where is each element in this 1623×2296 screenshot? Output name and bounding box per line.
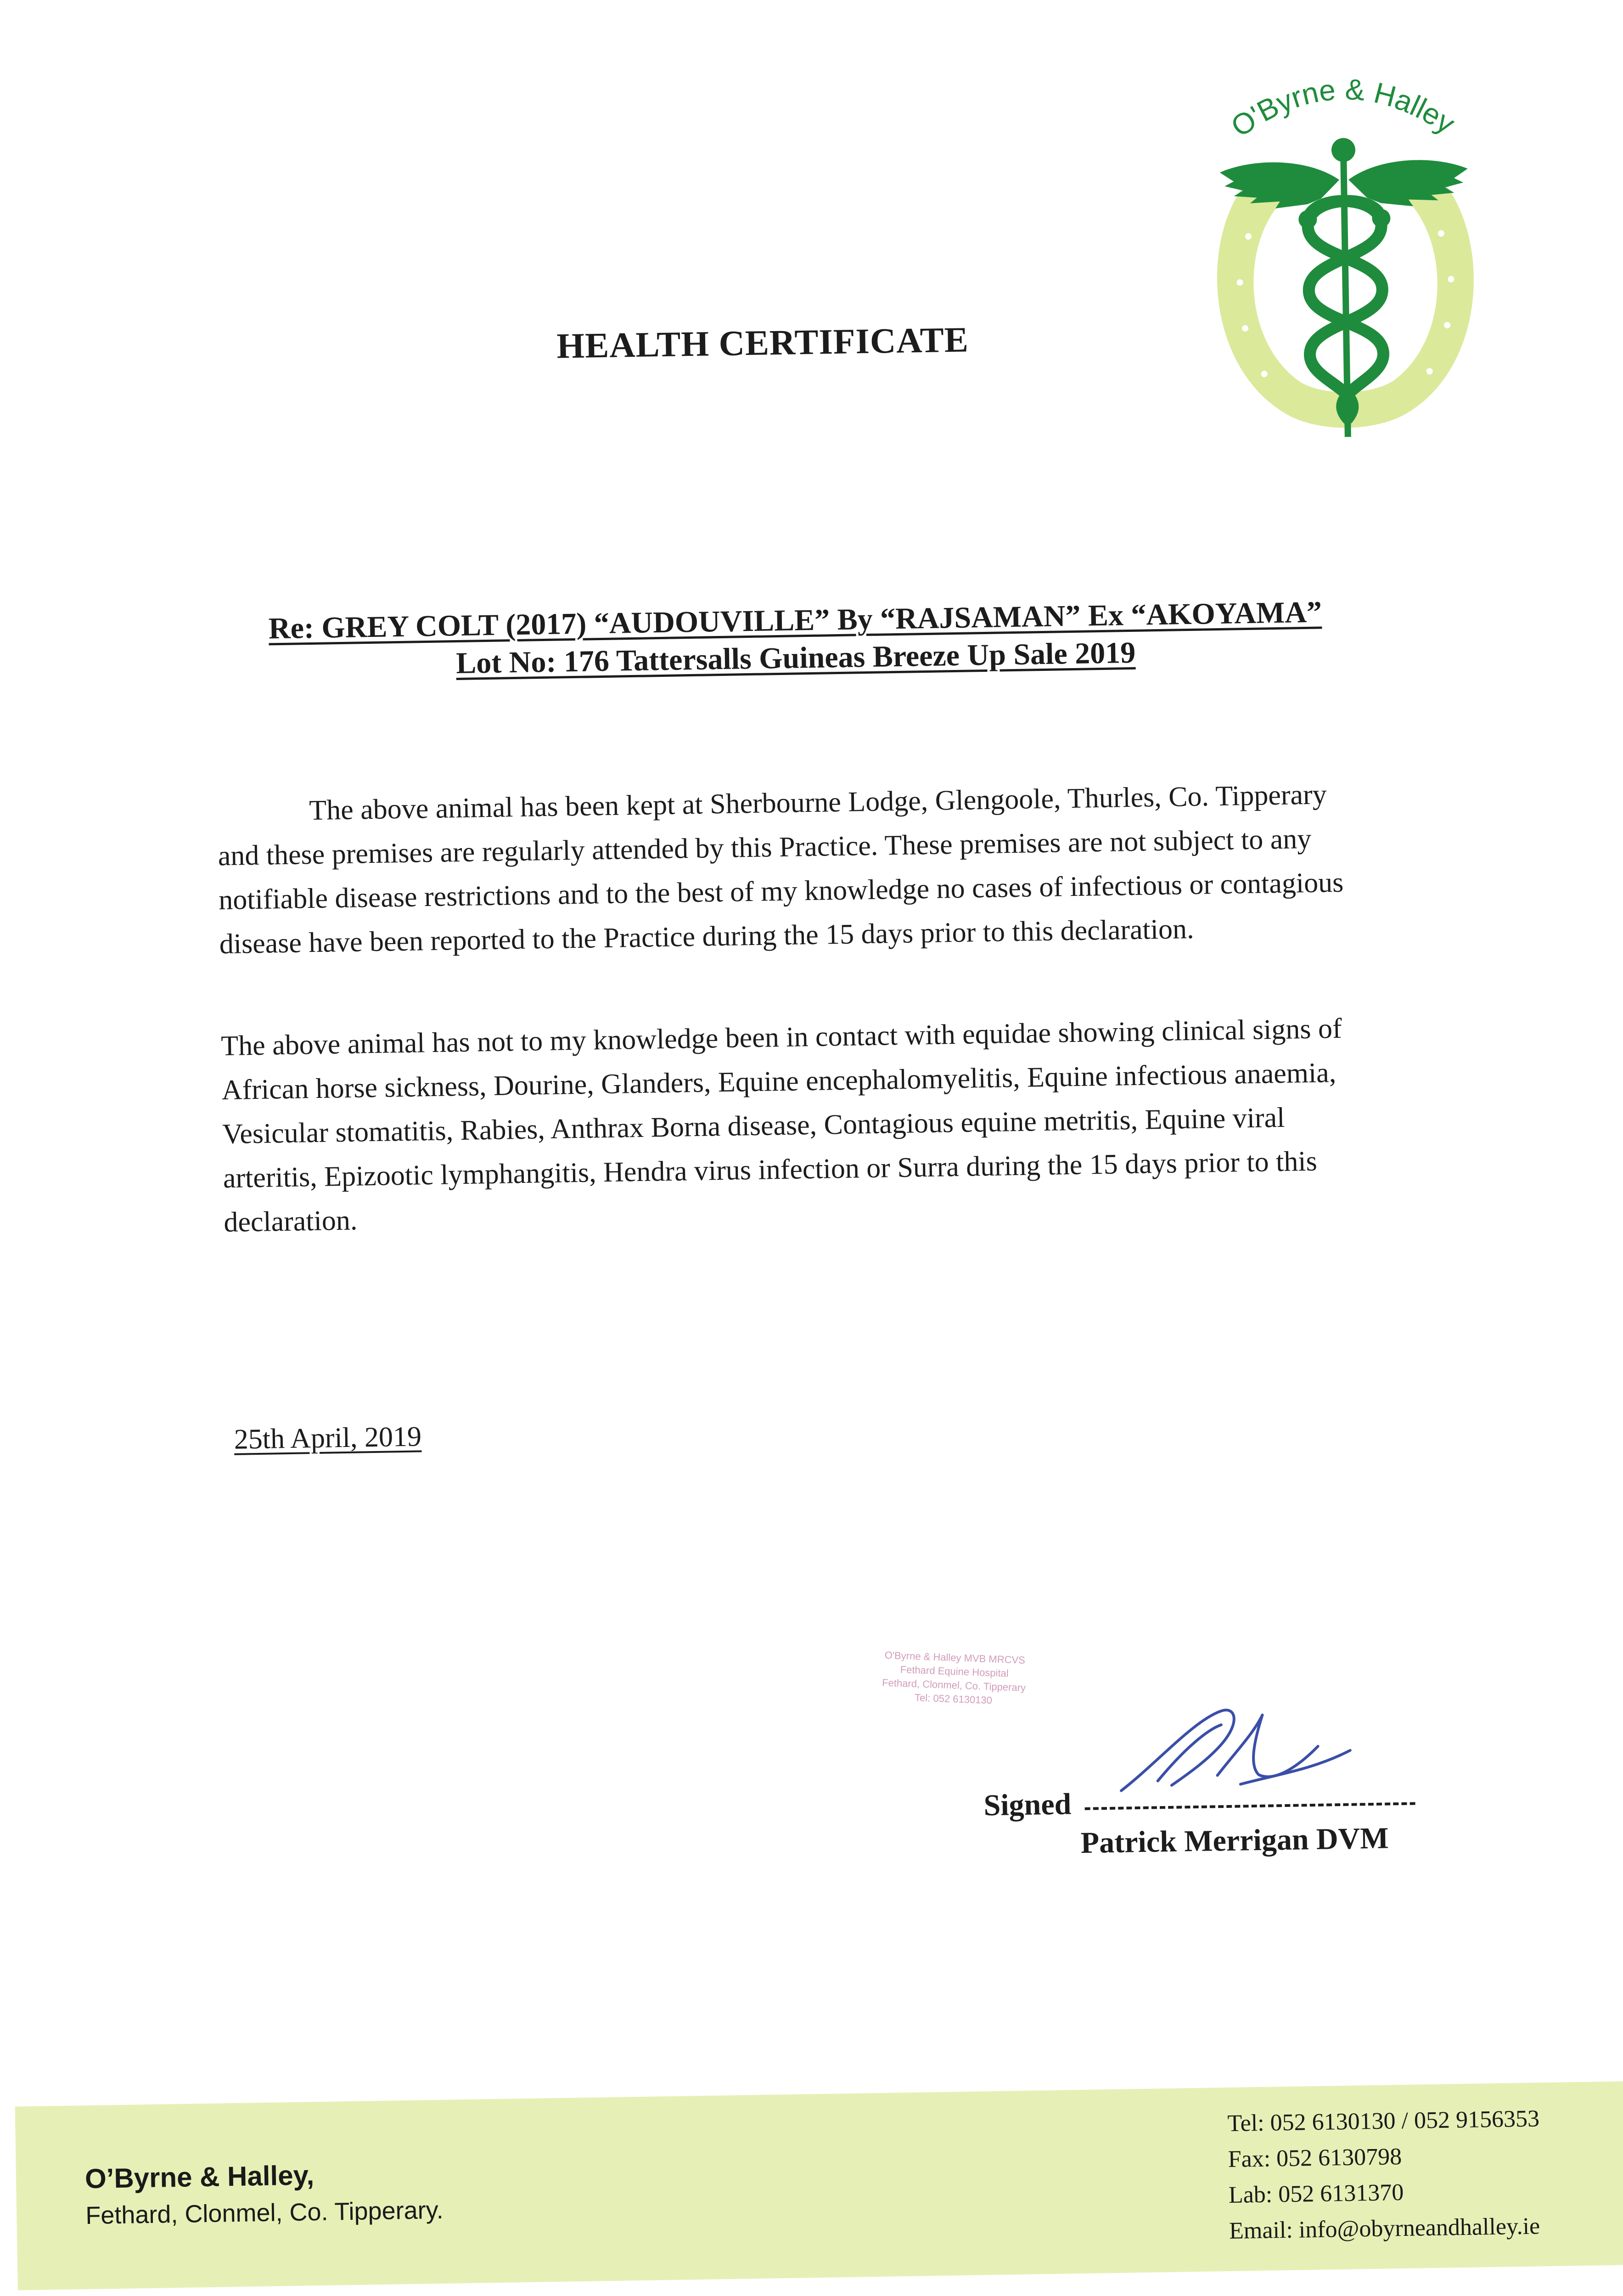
reference-line-animal: Re: GREY COLT (2017) “AUDOUVILLE” By “RAJSAMAN” Ex “AKOYAMA” xyxy=(268,595,1322,646)
stamp-line: O'Byrne & Halley MVB MRCVS xyxy=(884,1649,1026,1666)
stamp-line: Fethard Equine Hospital xyxy=(900,1663,1009,1679)
practice-stamp xyxy=(857,1648,1051,1710)
footer-address: Fethard, Clonmel, Co. Tipperary. xyxy=(85,2196,444,2230)
footer-company-name: O’Byrne & Halley, xyxy=(84,2160,314,2195)
handwritten-signature xyxy=(1101,1690,1360,1814)
stamp-line: Fethard, Clonmel, Co. Tipperary xyxy=(882,1677,1026,1694)
footer-fax: Fax: 052 6130798 xyxy=(1228,2144,1402,2173)
letterhead-footer xyxy=(15,2081,1623,2290)
reference-line-lot: Lot No: 176 Tattersalls Guineas Breeze Up Sale 2019 xyxy=(455,636,1136,681)
footer-address-block xyxy=(84,2155,444,2234)
page-title: HEALTH CERTIFICATE xyxy=(556,319,969,366)
footer-contact-block xyxy=(1227,2101,1541,2249)
practice-logo xyxy=(1167,39,1522,449)
signer-name: Patrick Merrigan DVM xyxy=(1080,1821,1389,1860)
footer-lab: Lab: 052 6131370 xyxy=(1228,2179,1404,2209)
body-paragraph-premises: The above animal has been kept at Sherbourne Lodge, Glengoole, Thurles, Co. Tipperary and these premises are regularly attended by this Practice. These premises are not subject to any notifiable disease restrictions and to the best of my knowledge no cases of infectious or contagious disease have been reported to the Practice during the 15 days prior to this declaration. xyxy=(218,779,1344,960)
footer-email: Email: info@obyrneandhalley.ie xyxy=(1229,2213,1540,2244)
body-paragraph-contact: The above animal has not to my knowledge been in contact with equidae showing clinical signs of African horse sickness, Dourine, Glanders, Equine encephalomyelitis, Equine infectious anaemia, Vesicular stomatitis, Rabies, Anthrax Borna disease, Contagious equine metritis, Equine viral arteritis, Epizootic lymphangitis, Hendra virus infection or Surra during the 15 days prior to this declaration. xyxy=(220,1013,1342,1238)
signed-label: Signed xyxy=(983,1787,1072,1823)
reference-block xyxy=(207,592,1383,686)
stamp-line: Tel: 052 6130130 xyxy=(914,1692,993,1706)
footer-tel: Tel: 052 6130130 / 052 9156353 xyxy=(1227,2105,1540,2137)
caduceus-horseshoe-icon xyxy=(1167,39,1522,449)
declaration-date: 25th April, 2019 xyxy=(234,1421,422,1455)
logo-brand-text: O'Byrne & Halley xyxy=(1225,72,1461,144)
